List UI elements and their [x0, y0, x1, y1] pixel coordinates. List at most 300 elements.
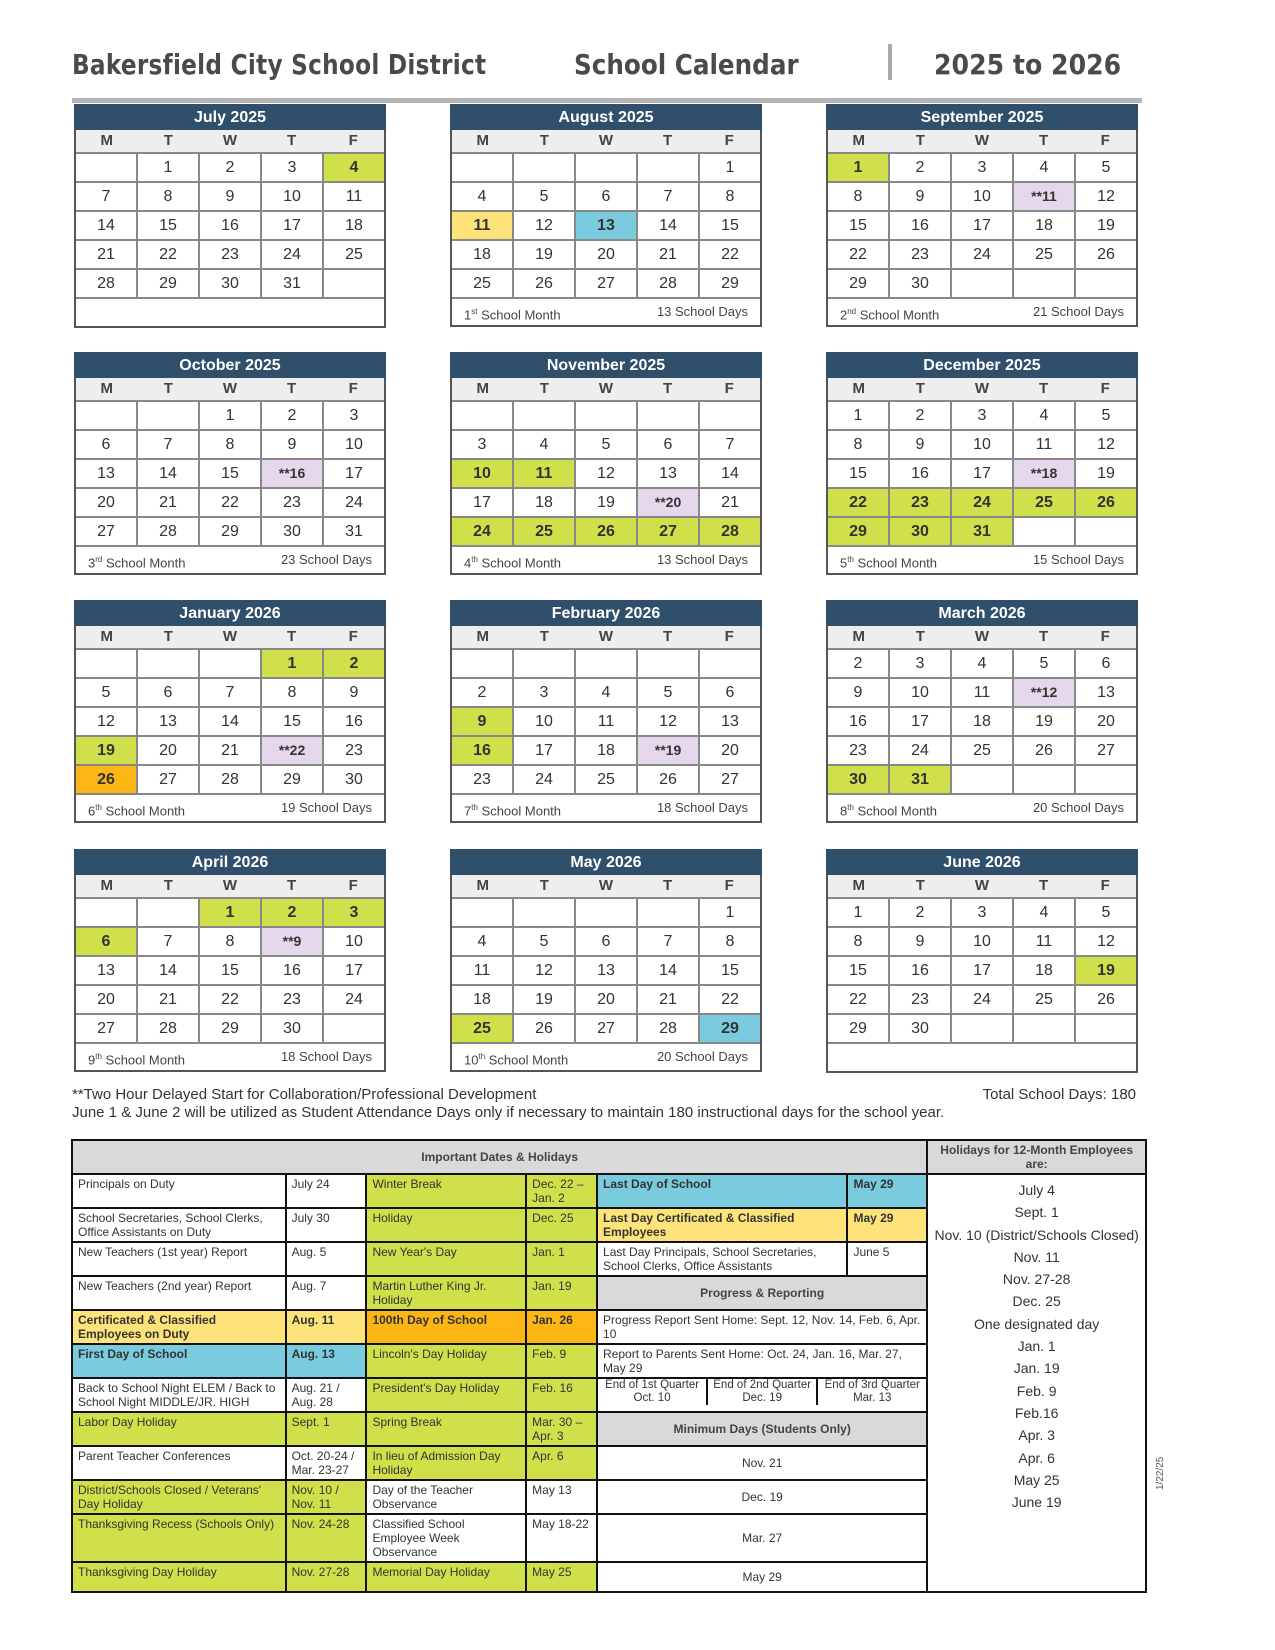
- day-cell: 23: [828, 737, 890, 764]
- progress-title: Progress & Reporting: [597, 1276, 927, 1310]
- day-cell: 16: [345, 713, 363, 730]
- month-footer: [76, 795, 384, 821]
- total-school-days: Total School Days: 180: [982, 1086, 1136, 1103]
- month-calendar: [74, 849, 386, 1072]
- event-label: Principals on Duty: [72, 1174, 286, 1208]
- weekday-label: T: [163, 380, 173, 397]
- weekday-label: T: [539, 132, 549, 149]
- day-cell: [1014, 1015, 1076, 1042]
- weekday-header: [828, 626, 1136, 650]
- weekday-label: M: [476, 380, 490, 397]
- week-row: [76, 737, 384, 766]
- day-cell: [452, 899, 514, 926]
- day-cell: 11: [345, 188, 363, 205]
- month-calendar: [826, 849, 1138, 1073]
- quarter-cell: [708, 1379, 818, 1405]
- weekday-label: W: [974, 132, 990, 149]
- month-title: April 2026: [74, 849, 386, 875]
- event-date: July 24: [286, 1174, 367, 1208]
- day-cell: 30: [890, 270, 952, 297]
- week-row: [76, 899, 384, 928]
- day-cell: 4: [1014, 154, 1076, 181]
- day-cell: 27: [1097, 742, 1115, 759]
- school-days-count: 19 School Days: [280, 800, 372, 815]
- event-date: Nov. 24-28: [286, 1514, 367, 1562]
- day-cell: 1: [200, 899, 262, 926]
- weekday-header: [76, 626, 384, 650]
- day-cell: 16: [200, 212, 262, 239]
- event-date: Feb. 16: [526, 1378, 597, 1412]
- event-date: Dec. 22 – Jan. 2: [526, 1174, 597, 1208]
- day-cell: 28: [638, 270, 700, 297]
- weekday-label: W: [598, 132, 614, 149]
- day-cell: 22: [828, 986, 890, 1013]
- week-row: [76, 986, 384, 1015]
- weekday-label: W: [222, 132, 238, 149]
- day-cell: 15: [828, 460, 890, 487]
- day-cell: 13: [76, 957, 138, 984]
- day-cell: 31: [952, 518, 1014, 545]
- day-cell: 10: [452, 460, 514, 487]
- day-cell: 23: [200, 241, 262, 268]
- day-cell: 19: [76, 737, 138, 764]
- week-row: [452, 899, 760, 928]
- week-row: [76, 154, 384, 183]
- weekday-header: [828, 875, 1136, 899]
- weekday-label: F: [1100, 877, 1110, 894]
- day-cell: 10: [345, 436, 363, 453]
- day-cell: 11: [452, 212, 514, 239]
- week-row: [828, 708, 1136, 737]
- holiday-12mo-item: Jan. 1: [1017, 1338, 1056, 1355]
- day-cell: 9: [262, 431, 324, 458]
- day-cell: 5: [1101, 159, 1111, 176]
- week-row: [76, 708, 384, 737]
- event-date: Aug. 7: [286, 1276, 367, 1310]
- day-cell: 29: [700, 1015, 760, 1042]
- week-row: [76, 270, 384, 299]
- event-date: Feb. 9: [526, 1344, 597, 1378]
- month-calendar: [450, 104, 762, 327]
- day-cell: **11: [1014, 183, 1076, 210]
- event-label: Holiday: [366, 1208, 526, 1242]
- event-date: Aug. 13: [286, 1344, 367, 1378]
- event-date: Oct. 20-24 / Mar. 23-27: [286, 1446, 367, 1480]
- day-cell: 24: [952, 489, 1014, 516]
- day-cell: 1: [725, 904, 735, 921]
- event-label: Winter Break: [366, 1174, 526, 1208]
- school-month-label: 3rd School Month: [88, 555, 186, 571]
- event-label: Labor Day Holiday: [72, 1412, 286, 1446]
- month-title: September 2025: [826, 104, 1138, 130]
- day-cell: 26: [1097, 246, 1115, 263]
- month-footer: [452, 299, 760, 325]
- weekday-label: T: [915, 380, 925, 397]
- school-days-count: 13 School Days: [656, 552, 748, 567]
- day-cell: 25: [514, 518, 576, 545]
- week-row: [828, 270, 1136, 299]
- year-range: 2025 to 2026: [934, 48, 1122, 81]
- day-cell: 19: [1097, 217, 1115, 234]
- week-row: [76, 183, 384, 212]
- day-cell: [138, 899, 200, 926]
- day-cell: 2: [890, 402, 952, 429]
- day-cell: 30: [890, 518, 952, 545]
- day-cell: [514, 650, 576, 677]
- month-title: January 2026: [74, 600, 386, 626]
- quarter-ends: [597, 1378, 927, 1412]
- day-cell: 21: [638, 986, 700, 1013]
- week-row: [76, 1015, 384, 1044]
- day-cell: 15: [828, 957, 890, 984]
- school-month-label: 4th School Month: [464, 555, 562, 571]
- day-cell: 19: [514, 241, 576, 268]
- day-cell: 28: [138, 1015, 200, 1042]
- holiday-12mo-item: Feb. 9: [1016, 1382, 1057, 1399]
- day-cell: 29: [828, 1015, 890, 1042]
- day-cell: 15: [138, 212, 200, 239]
- weekday-label: M: [476, 877, 490, 894]
- event-label: Day of the Teacher Observance: [366, 1480, 526, 1514]
- month-title: December 2025: [826, 352, 1138, 378]
- weekday-label: F: [724, 380, 734, 397]
- day-cell: 28: [200, 766, 262, 793]
- day-cell: 26: [1076, 489, 1136, 516]
- day-cell: 29: [200, 518, 262, 545]
- day-cell: [700, 650, 760, 677]
- day-cell: 1: [262, 650, 324, 677]
- day-cell: **18: [1014, 460, 1076, 487]
- school-days-count: 23 School Days: [280, 552, 372, 567]
- holiday-12mo-item: Nov. 27-28: [1002, 1271, 1071, 1288]
- weekday-header: [828, 378, 1136, 402]
- week-row: [828, 460, 1136, 489]
- day-cell: 27: [638, 518, 700, 545]
- day-cell: 13: [721, 713, 739, 730]
- weekday-label: T: [662, 132, 673, 149]
- day-cell: 20: [138, 737, 200, 764]
- weekday-label: W: [222, 380, 238, 397]
- event-label: Parent Teacher Conferences: [72, 1446, 286, 1480]
- day-cell: 12: [514, 957, 576, 984]
- event-date: June 5: [847, 1242, 927, 1276]
- day-cell: 2: [452, 679, 514, 706]
- weekday-label: W: [222, 877, 238, 894]
- weekday-header: [828, 130, 1136, 154]
- week-row: [452, 402, 760, 431]
- day-cell: 24: [890, 737, 952, 764]
- day-cell: **16: [262, 460, 324, 487]
- day-cell: 24: [345, 494, 363, 511]
- week-row: [452, 679, 760, 708]
- day-cell: 19: [1076, 957, 1136, 984]
- day-cell: 3: [952, 154, 1014, 181]
- week-row: [76, 460, 384, 489]
- weekday-label: T: [662, 628, 673, 645]
- day-cell: [576, 154, 638, 181]
- day-cell: 17: [952, 212, 1014, 239]
- day-cell: 28: [138, 518, 200, 545]
- day-cell: 30: [262, 518, 324, 545]
- weekday-label: M: [100, 877, 114, 894]
- week-row: [828, 402, 1136, 431]
- day-cell: 24: [452, 518, 514, 545]
- day-cell: [514, 899, 576, 926]
- day-cell: 10: [890, 679, 952, 706]
- week-row: [76, 212, 384, 241]
- day-cell: 24: [262, 241, 324, 268]
- day-cell: 23: [345, 742, 363, 759]
- important-dates-table: [71, 1139, 1147, 1593]
- week-row: [452, 766, 760, 795]
- day-cell: [1014, 518, 1076, 545]
- day-cell: 27: [576, 270, 638, 297]
- school-days-count: 20 School Days: [1032, 800, 1124, 815]
- event-date: Aug. 5: [286, 1242, 367, 1276]
- day-cell: 12: [638, 708, 700, 735]
- week-row: [452, 154, 760, 183]
- day-cell: 21: [138, 489, 200, 516]
- day-cell: 14: [721, 465, 739, 482]
- day-cell: 26: [638, 766, 700, 793]
- day-cell: [1014, 270, 1076, 297]
- day-cell: 6: [1101, 655, 1111, 672]
- day-cell: 15: [721, 962, 739, 979]
- month-footer: [828, 547, 1136, 573]
- event-date: Jan. 1: [526, 1242, 597, 1276]
- event-label: Thanksgiving Recess (Schools Only): [72, 1514, 286, 1562]
- school-month-label: 5th School Month: [840, 555, 938, 571]
- day-cell: 16: [890, 212, 952, 239]
- day-cell: 9: [452, 708, 514, 735]
- event-label: Memorial Day Holiday: [366, 1562, 526, 1592]
- school-month-label: 2nd School Month: [840, 307, 940, 323]
- weekday-label: T: [163, 877, 173, 894]
- quarter-label: End of 3rd Quarter: [824, 1379, 920, 1391]
- weekday-header: [452, 875, 760, 899]
- day-cell: 8: [828, 928, 890, 955]
- day-cell: 15: [200, 957, 262, 984]
- day-cell: [200, 650, 262, 677]
- day-cell: 24: [345, 991, 363, 1008]
- day-cell: 14: [638, 957, 700, 984]
- week-row: [828, 766, 1136, 795]
- weekday-header: [452, 626, 760, 650]
- event-date: Jan. 19: [526, 1276, 597, 1310]
- week-row: [828, 489, 1136, 518]
- weekday-label: F: [348, 132, 358, 149]
- day-cell: 2: [890, 899, 952, 926]
- day-cell: 11: [1014, 431, 1076, 458]
- week-row: [76, 241, 384, 270]
- day-cell: 24: [952, 986, 1014, 1013]
- day-cell: 15: [721, 217, 739, 234]
- week-row: [76, 928, 384, 957]
- day-cell: 22: [828, 489, 890, 516]
- weekday-label: T: [163, 132, 173, 149]
- week-row: [828, 957, 1136, 986]
- day-cell: 11: [452, 957, 514, 984]
- weekday-label: F: [348, 628, 358, 645]
- day-cell: 15: [262, 708, 324, 735]
- day-cell: 4: [452, 928, 514, 955]
- day-cell: 1: [138, 154, 200, 181]
- day-cell: 22: [200, 986, 262, 1013]
- day-cell: 7: [76, 183, 138, 210]
- day-cell: 26: [76, 766, 138, 793]
- weekday-label: T: [286, 380, 297, 397]
- day-cell: 2: [828, 650, 890, 677]
- day-cell: 13: [138, 708, 200, 735]
- weekday-label: W: [974, 877, 990, 894]
- day-cell: 19: [576, 489, 638, 516]
- weekday-label: F: [348, 380, 358, 397]
- day-cell: 9: [890, 183, 952, 210]
- month-footer: [828, 795, 1136, 821]
- day-cell: 17: [452, 489, 514, 516]
- day-cell: [1014, 766, 1076, 793]
- week-row: [452, 650, 760, 679]
- week-row: [452, 708, 760, 737]
- weekday-label: M: [852, 628, 866, 645]
- day-cell: [700, 402, 760, 429]
- school-month-label: 10th School Month: [464, 1052, 569, 1068]
- weekday-label: M: [852, 132, 866, 149]
- week-row: [828, 737, 1136, 766]
- event-label: New Teachers (2nd year) Report: [72, 1276, 286, 1310]
- holidays-12mo-list: [927, 1174, 1146, 1592]
- day-cell: 28: [700, 518, 760, 545]
- week-row: [452, 212, 760, 241]
- day-cell: 22: [200, 489, 262, 516]
- day-cell: 8: [828, 183, 890, 210]
- month-footer: [76, 299, 384, 326]
- quarter-cell: [598, 1379, 708, 1405]
- day-cell: 1: [828, 154, 890, 181]
- week-row: [828, 154, 1136, 183]
- day-cell: 27: [138, 766, 200, 793]
- day-cell: 20: [76, 986, 138, 1013]
- day-cell: [452, 402, 514, 429]
- day-cell: 14: [76, 212, 138, 239]
- week-row: [828, 1015, 1136, 1044]
- weekday-label: M: [100, 132, 114, 149]
- weekday-label: F: [1100, 628, 1110, 645]
- page-header: [72, 44, 1142, 94]
- day-cell: 18: [1014, 957, 1076, 984]
- day-cell: 2: [262, 402, 324, 429]
- day-cell: 18: [452, 241, 514, 268]
- week-row: [452, 737, 760, 766]
- month-calendar: [826, 104, 1138, 327]
- day-cell: 16: [262, 957, 324, 984]
- school-days-count: 18 School Days: [280, 1049, 372, 1064]
- day-cell: 12: [1097, 933, 1115, 950]
- day-cell: 1: [828, 899, 890, 926]
- header-divider: [888, 44, 892, 80]
- school-days-count: 13 School Days: [656, 304, 748, 319]
- quarter-label: End of 1st Quarter: [605, 1379, 700, 1391]
- day-cell: [514, 154, 576, 181]
- event-date: Sept. 1: [286, 1412, 367, 1446]
- day-cell: [638, 650, 700, 677]
- month-calendar: [450, 352, 762, 575]
- day-cell: 10: [262, 183, 324, 210]
- day-cell: 8: [138, 183, 200, 210]
- holiday-12mo-item: Nov. 10 (District/Schools Closed): [934, 1226, 1139, 1243]
- day-cell: 17: [345, 465, 363, 482]
- event-date: May 13: [526, 1480, 597, 1514]
- day-cell: 25: [952, 737, 1014, 764]
- weekday-label: T: [539, 877, 549, 894]
- day-cell: 29: [721, 275, 739, 292]
- day-cell: 21: [721, 494, 739, 511]
- week-row: [828, 241, 1136, 270]
- week-row: [452, 183, 760, 212]
- day-cell: 25: [1014, 986, 1076, 1013]
- day-cell: 29: [262, 766, 324, 793]
- day-cell: 9: [349, 684, 359, 701]
- minimum-day: Mar. 27: [597, 1514, 927, 1562]
- day-cell: 13: [576, 212, 638, 239]
- day-cell: [1076, 270, 1136, 297]
- day-cell: 6: [76, 928, 138, 955]
- weekday-label: F: [1100, 380, 1110, 397]
- week-row: [76, 650, 384, 679]
- quarter-date: Dec. 19: [742, 1392, 782, 1404]
- day-cell: 18: [452, 986, 514, 1013]
- day-cell: 30: [262, 1015, 324, 1042]
- day-cell: 10: [345, 933, 363, 950]
- week-row: [76, 679, 384, 708]
- weekday-header: [76, 875, 384, 899]
- event-label: 100th Day of School: [366, 1310, 526, 1344]
- day-cell: 26: [1097, 991, 1115, 1008]
- day-cell: 17: [345, 962, 363, 979]
- school-month-label: 1st School Month: [464, 307, 561, 323]
- day-cell: [324, 270, 384, 297]
- day-cell: 12: [514, 212, 576, 239]
- day-cell: 7: [638, 928, 700, 955]
- day-cell: 26: [1014, 737, 1076, 764]
- week-row: [76, 518, 384, 547]
- school-days-count: 20 School Days: [656, 1049, 748, 1064]
- june-attendance-note: June 1 & June 2 will be utilized as Student Attendance Days only if necessary to maintain 180 instructional days for the school year.: [72, 1104, 945, 1121]
- report-parents-dates: Report to Parents Sent Home: Oct. 24, Jan. 16, Mar. 27, May 29: [597, 1344, 927, 1378]
- day-cell: 3: [452, 431, 514, 458]
- week-row: [452, 431, 760, 460]
- weekday-header: [76, 378, 384, 402]
- weekday-label: F: [724, 877, 734, 894]
- day-cell: 25: [576, 766, 638, 793]
- week-row: [828, 431, 1136, 460]
- day-cell: [452, 650, 514, 677]
- month-title: November 2025: [450, 352, 762, 378]
- day-cell: 2: [890, 154, 952, 181]
- event-label: District/Schools Closed / Veterans' Day Holiday: [72, 1480, 286, 1514]
- day-cell: 6: [725, 684, 735, 701]
- event-label: Back to School Night ELEM / Back to School Night MIDDLE/JR. HIGH: [72, 1378, 286, 1412]
- day-cell: 27: [76, 518, 138, 545]
- day-cell: 21: [638, 241, 700, 268]
- day-cell: 22: [138, 241, 200, 268]
- day-cell: [576, 402, 638, 429]
- weekday-label: M: [476, 628, 490, 645]
- day-cell: 22: [828, 241, 890, 268]
- day-cell: [638, 402, 700, 429]
- month-title: May 2026: [450, 849, 762, 875]
- day-cell: [76, 650, 138, 677]
